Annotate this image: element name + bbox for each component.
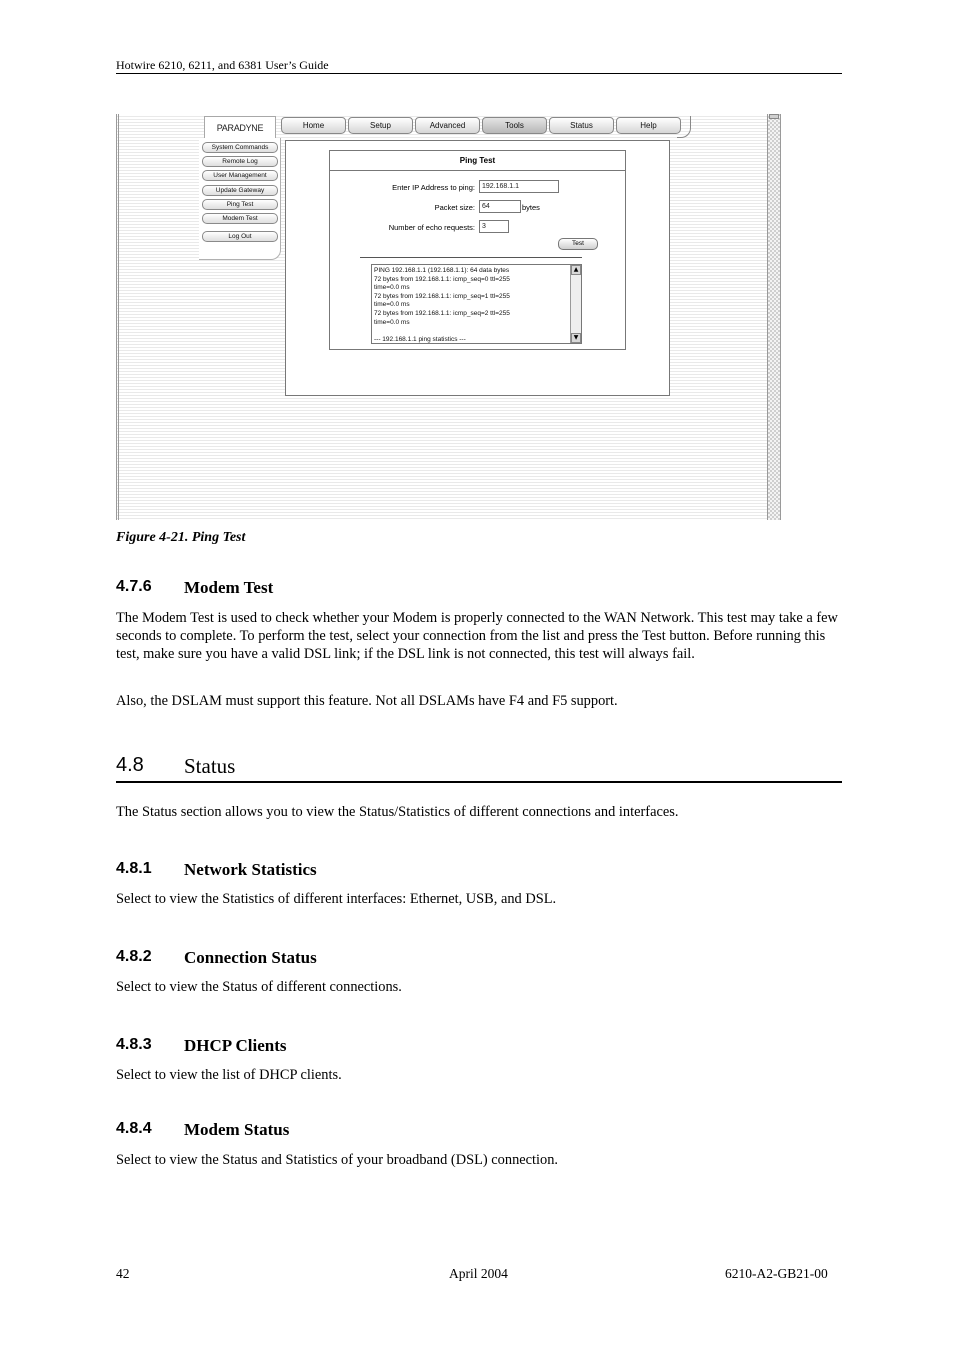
modem-status-paragraph: Select to view the Status and Statistics of your broadband (DSL) connection. (116, 1152, 559, 1168)
side-menu-ping-test[interactable]: Ping Test (202, 199, 278, 210)
ping-output-line: 72 bytes from 192.168.1.1: icmp_seq=2 ttl=255 (374, 309, 510, 317)
ip-address-label: Enter IP Address to ping: (392, 183, 475, 192)
scroll-up-icon[interactable]: ▲ (571, 265, 581, 275)
modem-test-paragraph: The Modem Test is used to check whether your Modem is properly connected to the WAN Network. This test may take a few seconds to complete. To perform the test, select your connection from the list and press the Test button. Before running this test, make sure you have a valid DSL link; if the DSL link is not connected, this test will always fail. (116, 610, 838, 662)
ping-output-line: time=0.0 ms (374, 318, 410, 326)
paradyne-logo: PARADYNE (204, 116, 276, 138)
footer-date: April 2004 (449, 1266, 508, 1281)
ping-output-line: 72 bytes from 192.168.1.1: icmp_seq=1 ttl=255 (374, 292, 510, 300)
content-area (285, 140, 670, 396)
heading-number: 4.8.3 (116, 1036, 152, 1053)
echo-requests-input[interactable]: 3 (479, 220, 509, 233)
ping-test-screenshot (116, 114, 781, 520)
heading-title: Connection Status (184, 948, 317, 967)
footer-doc-id: 6210-A2-GB21-00 (725, 1266, 828, 1281)
ping-output-line: PING 192.168.1.1 (192.168.1.1): 64 data bytes (374, 267, 510, 274)
heading-number: 4.8.4 (116, 1120, 152, 1137)
header-rule (116, 73, 842, 74)
side-menu-user-management[interactable]: User Management (202, 170, 278, 181)
nav-tab-setup[interactable]: Setup (348, 117, 413, 134)
test-button[interactable]: Test (558, 238, 598, 250)
side-menu-remote-log[interactable]: Remote Log (202, 156, 278, 167)
ping-output-line: time=0.0 ms (374, 284, 410, 292)
dhcp-clients-paragraph: Select to view the list of DHCP clients. (116, 1067, 342, 1083)
ping-output-line: --- 192.168.1.1 ping statistics --- (374, 335, 466, 343)
ip-address-input[interactable]: 192.168.1.1 (479, 180, 559, 193)
output-scrollbar[interactable] (570, 265, 581, 343)
status-paragraph: The Status section allows you to view the Status/Statistics of different connections and interfaces. (116, 804, 679, 820)
nav-tab-tools[interactable]: Tools (482, 117, 547, 134)
ping-test-title: Ping Test (330, 151, 625, 171)
heading-title: DHCP Clients (184, 1036, 287, 1055)
heading-number: 4.8.2 (116, 948, 152, 965)
heading-title: Network Statistics (184, 860, 317, 879)
dslam-note-paragraph: Also, the DSLAM must support this feature. Not all DSLAMs have F4 and F5 support. (116, 693, 618, 709)
section-rule (116, 781, 842, 783)
packet-size-input[interactable]: 64 (479, 200, 521, 213)
nav-tab-advanced[interactable]: Advanced (415, 117, 480, 134)
ping-output-line (374, 327, 570, 336)
echo-requests-label: Number of echo requests: (388, 223, 475, 232)
connection-status-paragraph: Select to view the Status of different connections. (116, 979, 402, 995)
running-header: Hotwire 6210, 6211, and 6381 User’s Guide (116, 58, 329, 72)
ping-output-line: 72 bytes from 192.168.1.1: icmp_seq=0 ttl=255 (374, 275, 510, 283)
ping-output-text (374, 267, 570, 344)
heading-number: 4.7.6 (116, 578, 152, 595)
heading-title: Modem Status (184, 1120, 290, 1139)
side-menu-update-gateway[interactable]: Update Gateway (202, 185, 278, 196)
page-number: 42 (116, 1266, 130, 1281)
heading-number: 4.8 (116, 754, 144, 776)
scroll-down-icon[interactable]: ▼ (571, 333, 581, 343)
side-menu-modem-test[interactable]: Modem Test (202, 213, 278, 224)
heading-title: Status (184, 754, 236, 778)
network-statistics-paragraph: Select to view the Statistics of different interfaces: Ethernet, USB, and DSL. (116, 891, 557, 907)
tools-side-menu (199, 138, 281, 260)
nav-tab-help[interactable]: Help (616, 117, 681, 134)
nav-tab-home[interactable]: Home (281, 117, 346, 134)
packet-size-units: bytes (522, 203, 540, 212)
heading-number: 4.8.1 (116, 860, 152, 877)
nav-tab-status[interactable]: Status (549, 117, 614, 134)
ping-test-panel (329, 150, 626, 350)
panel-divider (360, 257, 582, 258)
heading-title: Modem Test (184, 578, 274, 597)
figure-caption: Figure 4-21. Ping Test (116, 530, 246, 545)
scrollbar-thumb (769, 114, 779, 119)
ping-output-textarea[interactable] (371, 264, 582, 344)
ping-output-line: time=0.0 ms (374, 301, 410, 309)
side-menu-system-commands[interactable]: System Commands (202, 142, 278, 153)
screenshot-scrollbar (767, 114, 780, 520)
side-menu-log-out[interactable]: Log Out (202, 231, 278, 242)
packet-size-label: Packet size: (434, 203, 475, 212)
nav-bar-end-curve (677, 116, 691, 138)
